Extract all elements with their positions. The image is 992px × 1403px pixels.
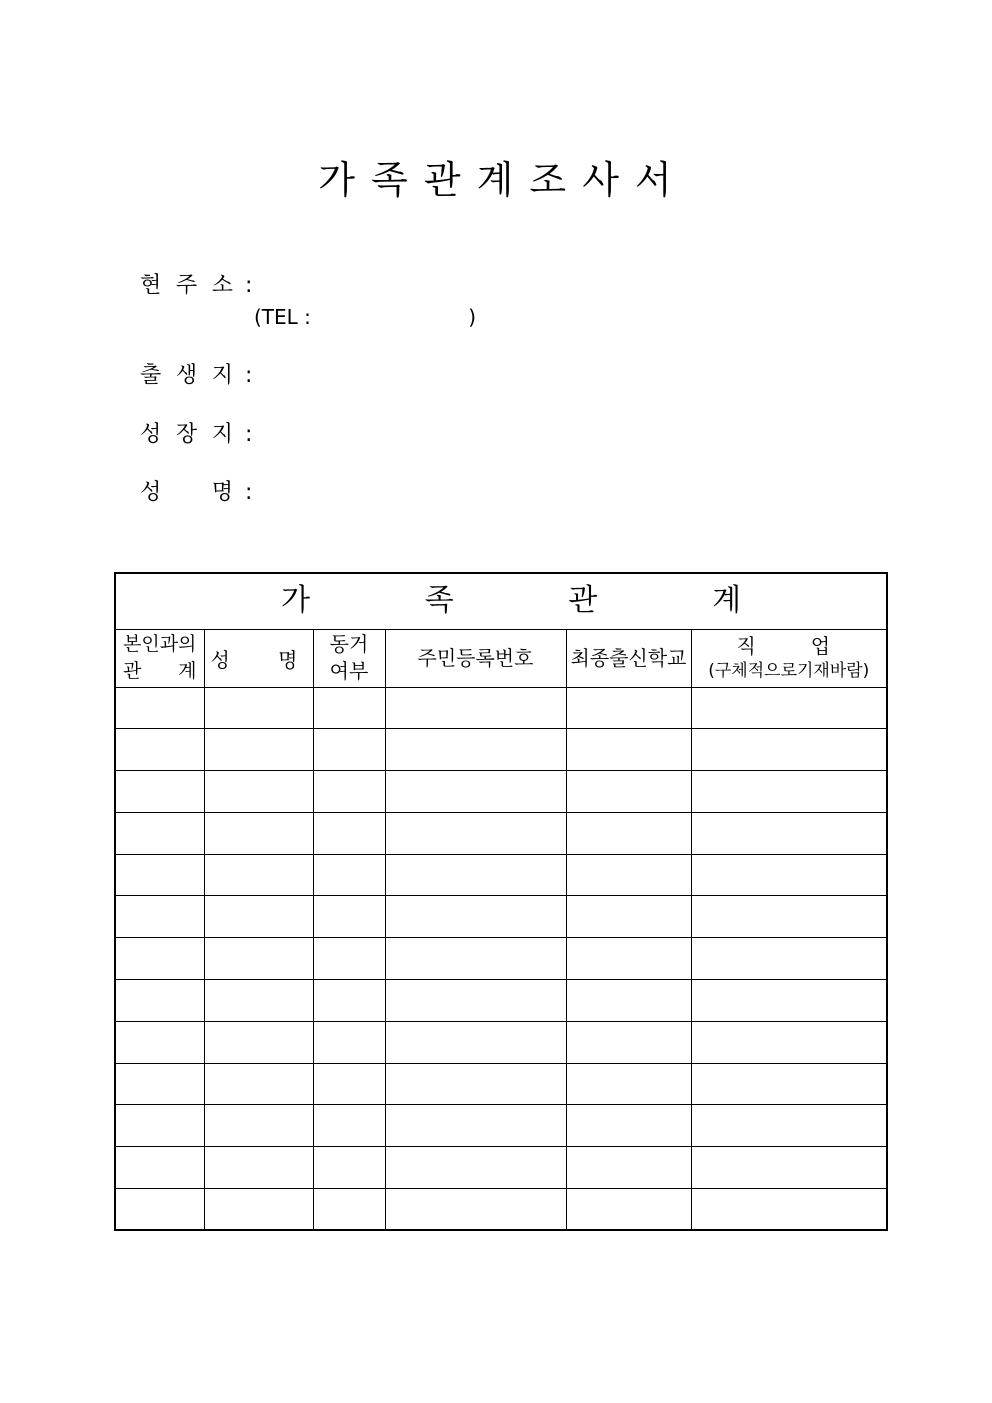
table-cell	[691, 771, 887, 813]
table-cell	[385, 1147, 566, 1189]
table-row	[115, 687, 887, 729]
table-cell	[566, 687, 691, 729]
table-cell	[115, 771, 204, 813]
table-cell	[566, 1189, 691, 1231]
group-title-char: 족	[424, 583, 454, 619]
label-char: 소	[211, 273, 233, 298]
table-cell	[566, 938, 691, 980]
tel-open-label: (TEL :	[254, 305, 311, 329]
table-cell	[566, 1063, 691, 1105]
table-cell	[204, 896, 313, 938]
column-header-resident-registration-number	[385, 629, 566, 687]
table-row	[115, 729, 887, 771]
table-cell	[115, 854, 204, 896]
column-header-occupation	[691, 629, 887, 687]
group-title-char: 가	[281, 583, 310, 619]
table-row	[115, 1063, 887, 1105]
table-cell	[566, 854, 691, 896]
table-cell	[691, 938, 887, 980]
table-cell	[691, 854, 887, 896]
table-cell	[566, 1105, 691, 1147]
table-cell	[115, 687, 204, 729]
table-cell	[313, 1063, 385, 1105]
table-cell	[313, 729, 385, 771]
label-colon: :	[245, 480, 253, 505]
field-birthplace	[140, 362, 252, 390]
table-cell	[115, 980, 204, 1022]
table-cell	[115, 1063, 204, 1105]
table-cell	[385, 687, 566, 729]
field-current-address-label	[140, 272, 233, 300]
table-cell	[204, 812, 313, 854]
table-cell	[691, 687, 887, 729]
table-cell	[313, 687, 385, 729]
label-colon: :	[245, 422, 253, 447]
table-group-title-cell	[115, 573, 887, 629]
table-row	[115, 812, 887, 854]
header-char: 성	[210, 647, 230, 672]
table-cell	[566, 896, 691, 938]
header-char: 명	[278, 647, 298, 672]
column-header-final-school	[566, 629, 691, 687]
table-cell	[115, 1147, 204, 1189]
label-char: 장	[175, 422, 198, 447]
group-title-char: 관	[568, 583, 598, 619]
table-cell	[204, 687, 313, 729]
table-cell	[385, 1021, 566, 1063]
header-line: 주민등록번호	[417, 645, 534, 670]
table-row	[115, 896, 887, 938]
table-cell	[385, 1105, 566, 1147]
table-cell	[691, 1021, 887, 1063]
field-growth-place-label	[140, 421, 233, 449]
table-cell	[313, 980, 385, 1022]
label-char: 지	[211, 422, 233, 447]
label-char: 성	[140, 480, 162, 505]
table-cell	[385, 1189, 566, 1231]
label-char: 성	[140, 422, 162, 447]
header-line: 여부	[329, 659, 369, 683]
table-cell	[385, 980, 566, 1022]
table-cell	[204, 1189, 313, 1231]
table-row	[115, 771, 887, 813]
table-cell	[385, 729, 566, 771]
table-cell	[204, 771, 313, 813]
label-char: 명	[211, 480, 233, 505]
table-cell	[385, 854, 566, 896]
table-cell	[385, 812, 566, 854]
table-row	[115, 938, 887, 980]
document-title: 가 족 관 계 조 사 서	[318, 158, 674, 202]
column-header-name	[204, 629, 313, 687]
table-cell	[691, 729, 887, 771]
table-cell	[115, 1021, 204, 1063]
table-cell	[313, 771, 385, 813]
table-cell	[204, 1063, 313, 1105]
table-cell	[385, 896, 566, 938]
table-cell	[204, 854, 313, 896]
table-cell	[566, 1021, 691, 1063]
header-line	[123, 658, 197, 685]
field-name-label	[140, 479, 233, 507]
table-cell	[313, 938, 385, 980]
header-char: 계	[178, 660, 197, 682]
table-cell	[115, 812, 204, 854]
header-char: 관	[123, 660, 142, 682]
table-cell	[691, 980, 887, 1022]
label-colon: :	[245, 273, 253, 298]
table-cell	[691, 1147, 887, 1189]
field-tel	[254, 304, 476, 330]
field-growth-place	[140, 421, 252, 449]
table-cell	[691, 1189, 887, 1231]
table-cell	[313, 1147, 385, 1189]
table-cell	[691, 812, 887, 854]
table-cell	[566, 729, 691, 771]
table-group-title-row	[115, 573, 887, 629]
table-cell	[566, 812, 691, 854]
table-cell	[204, 1021, 313, 1063]
table-row	[115, 1147, 887, 1189]
table-cell	[115, 938, 204, 980]
header-line	[692, 633, 887, 659]
table-cell	[385, 938, 566, 980]
table-row	[115, 1021, 887, 1063]
table-cell	[566, 1147, 691, 1189]
label-char: 생	[175, 363, 198, 388]
tel-close-paren: )	[468, 305, 476, 329]
column-header-cohabitation	[313, 629, 385, 687]
header-line: 동거	[329, 632, 369, 656]
header-char: 업	[810, 633, 831, 658]
column-header-relation-to-self	[115, 629, 204, 687]
table-header-row	[115, 629, 887, 687]
label-colon: :	[245, 363, 253, 388]
table-cell	[313, 812, 385, 854]
label-char: 출	[140, 363, 162, 388]
header-char: 직	[736, 633, 756, 658]
table-cell	[566, 771, 691, 813]
header-line: 최종출신학교	[570, 645, 687, 670]
table-cell	[204, 980, 313, 1022]
field-birthplace-label	[140, 362, 233, 390]
family-table-body	[115, 687, 887, 1230]
table-cell	[115, 729, 204, 771]
table-row	[115, 1105, 887, 1147]
table-cell	[204, 938, 313, 980]
table-row	[115, 980, 887, 1022]
family-relations-table	[114, 572, 888, 1231]
label-char: 지	[211, 363, 233, 388]
table-cell	[204, 1105, 313, 1147]
table-cell	[115, 1105, 204, 1147]
label-char: 주	[175, 273, 198, 298]
label-char: 현	[140, 273, 162, 298]
field-name	[140, 479, 252, 507]
table-cell	[313, 1105, 385, 1147]
table-cell	[385, 1063, 566, 1105]
table-cell	[313, 896, 385, 938]
table-cell	[691, 1063, 887, 1105]
table-cell	[566, 980, 691, 1022]
table-cell	[115, 1189, 204, 1231]
table-cell	[204, 729, 313, 771]
table-row	[115, 1189, 887, 1231]
table-row	[115, 854, 887, 896]
table-cell	[691, 896, 887, 938]
table-group-title	[116, 584, 886, 618]
header-line: (구체적으로기재바람)	[708, 660, 870, 681]
table-cell	[313, 854, 385, 896]
table-cell	[385, 771, 566, 813]
table-cell	[204, 1147, 313, 1189]
header-line: 본인과의	[123, 633, 197, 655]
table-cell	[115, 896, 204, 938]
field-current-address	[140, 272, 252, 300]
table-cell	[313, 1021, 385, 1063]
table-cell	[691, 1105, 887, 1147]
table-cell	[313, 1189, 385, 1231]
group-title-char: 계	[712, 583, 742, 619]
